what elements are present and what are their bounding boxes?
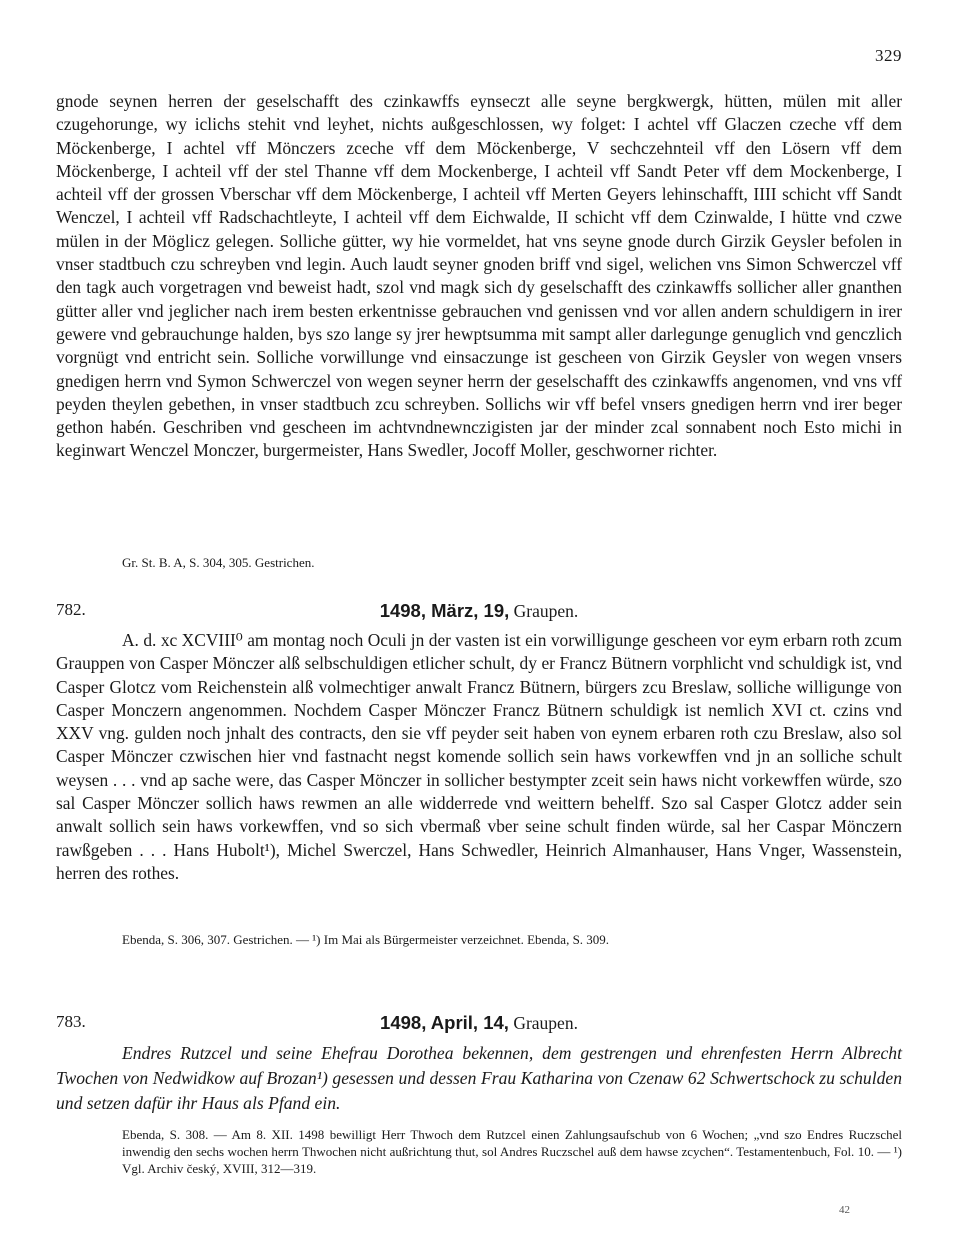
entry-782-text-content: A. d. xc XCVIII⁰ am montag noch Oculi jn der vasten ist ein vorwilligunge gescheen vor eym erbarn roth zcum Grauppen von Casper Mönczer alß selbschuldigen etlicher schult, dy er Francz Bütnern vorphlicht vnd schuldigk ist, vnd Casper Glotcz vom Reichenstein alß volmechtiger anwalt Francz Bütnern, bürgers zcu Breslaw, solliche willigunge von Casper Monczern angenommen. Nochdem Casper Mönczer Francz Bütnern schuldigk ist nemlich XVI ct. czins vnd XXV vng. gulden noch jnhalt des contracts, den sie vff peyder seit haben von eynem erbaren roth czu Breslaw, also sol Casper Mönczer czwischen hier vnd fastnacht negst komende sollich sein haws vorkewffen vnd jn an solliche schult weysen . . . vnd ap sache were, das Casper Mönczer in sollicher bestympter zceit sein haws nicht vorkewffen würde, szo sal Casper Mönczer sollich haws rewmen an alle widderrede vnd weittern behelff. Szo sal Casper Glotcz adder sein anwalt sollich sein haws vorkewffen, vnd so sich vbermaß vber seine schult finden würde, sal her Caspar Mönczern rawßgeben . . . Hans Hubolt¹), Michel Swerczel, Hans Schwedler, Heinrich Almanhauser, Hans Vnger, Wassenstein, herren des rothes.	[56, 630, 902, 883]
continuation-section	[56, 90, 902, 463]
entry-782-source-wrap	[122, 931, 902, 948]
entry-date	[56, 600, 902, 622]
entry-783-summary-wrap	[56, 1041, 902, 1116]
entry-783-summary-content: Endres Rutzcel und seine Ehefrau Dorothea bekennen, dem gestrengen und ehrenfesten Herrn Albrecht Twochen von Nedwidkow auf Brozan¹) gesessen und dessen Frau Katharina von Czenaw 62 Schwertschock zu schulden und setzen dafür ihr Haus als Pfand ein.	[56, 1043, 902, 1113]
entry-782-body	[56, 629, 902, 885]
entry-date-bold: 1498, März, 19,	[379, 600, 510, 621]
entry-place: Graupen.	[513, 601, 579, 621]
entry-783-summary	[56, 1041, 902, 1116]
entry-date-bold: 1498, April, 14,	[380, 1012, 509, 1033]
entry-782-text	[56, 629, 902, 885]
page-number: 329	[875, 46, 902, 65]
continuation-source-wrap	[122, 554, 902, 571]
continuation-text: gnode seynen herren der geselschafft des czinkawffs eynseczt alle seyne bergkwergk, hütten, mülen mit aller czugehorunge, wy iclichs stehit vnd leyhet, nichts außgeschlossen, wy folget: I achtel vff Glaczen czeche vff dem Möckenberge, I achtel vff Mönczers zceche vff dem Möckenberge, V sechczehnteil vff den Lösern vff dem Möckenberge, I achteil vff der stel Thanne vff dem Mockenberge, I achteil vff Sandt Peter vff dem Mockenberge, I achteil vff der grossen Vberschar vff dem Möckenberge, I achteil vff Merten Geyers lehinschafft, IIII schicht vff Sandt Wenczel, I achteil vff Radschachtleyte, I achteil vff dem Eichwalde, II schicht vff dem Czinwalde, I hütte vnd czwe mülen in der Möglicz gelegen. Solliche gütter, wy hie vormeldet, hat vns seyne gnode durch Girzik Geysler befolen in vnser stadtbuch czu schreyben vnd legin. Auch laudt seyner gnoden briff vnd sigel, welichen vns Simon Schwerczel vff den tagk auch vorgetragen vnd beweist hadt, szol vnd magk sich dy geselschafft des czinkawffs sollicher aller gnanthen gütter aller vnd jeglicher nach irem besten erkentnisse gebrauchen vnd genissen vnd vor allen andern schuldigern in irer gewere vnd gebrauchunge halden, bys szo lange sy jrer hewptsumma mit sampt aller darlegunge genuglich vnd genczlich vorgnügt vnd entricht sein. Solliche vorwillunge vnd einsaczunge ist gescheen von Girzik Geysler von wegen vnsers gnedigen herrn vnd Symon Schwerczel von wegen seyner herrn der geselschafft des czinkawffs angenomen, vnd vns vff peyden theylen gebethen, in vnser stadtbuch zcu schreyben. Sollichs wir vff befel vnsers gnedigen herrn vnd irer beger gethon habén. Geschriben vnd gescheen im achtvndnewnczigisten jar der minder zcal sonnabent noch Esto michi in keginwart Wenczel Monczer, burgermeister, Hans Swedler, Jocoff Moller, geschworner richter.	[56, 91, 902, 461]
entry-783-source: Ebenda, S. 308. — Am 8. XII. 1498 bewilligt Herr Thwoch dem Rutzcel einen Zahlungsaufschub von 6 Wochen; „vnd szo Endres Ruczschel inwendig den sechs wochen herrn Thwochen nicht außrichtung thut, sol Andres Ruczschel auß dem hawse zcychen“. Testamentenbuch, Fol. 10. — ¹) Vgl. Archiv český, XVIII, 312—319.	[122, 1127, 902, 1176]
entry-782-header	[56, 600, 902, 624]
entry-place: Graupen.	[513, 1013, 578, 1033]
entry-number: 782.	[56, 600, 86, 619]
entry-783-header	[56, 1012, 902, 1036]
entry-783-source-wrap	[122, 1126, 902, 1177]
entry-number: 783.	[56, 1012, 86, 1031]
continuation-source: Gr. St. B. A, S. 304, 305. Gestrichen.	[122, 555, 315, 570]
entry-782-source: Ebenda, S. 306, 307. Gestrichen. — ¹) Im Mai als Bürgermeister verzeichnet. Ebenda, S. 309.	[122, 932, 610, 947]
entry-date	[56, 1012, 902, 1034]
sheet-marker: 42	[839, 1204, 850, 1216]
